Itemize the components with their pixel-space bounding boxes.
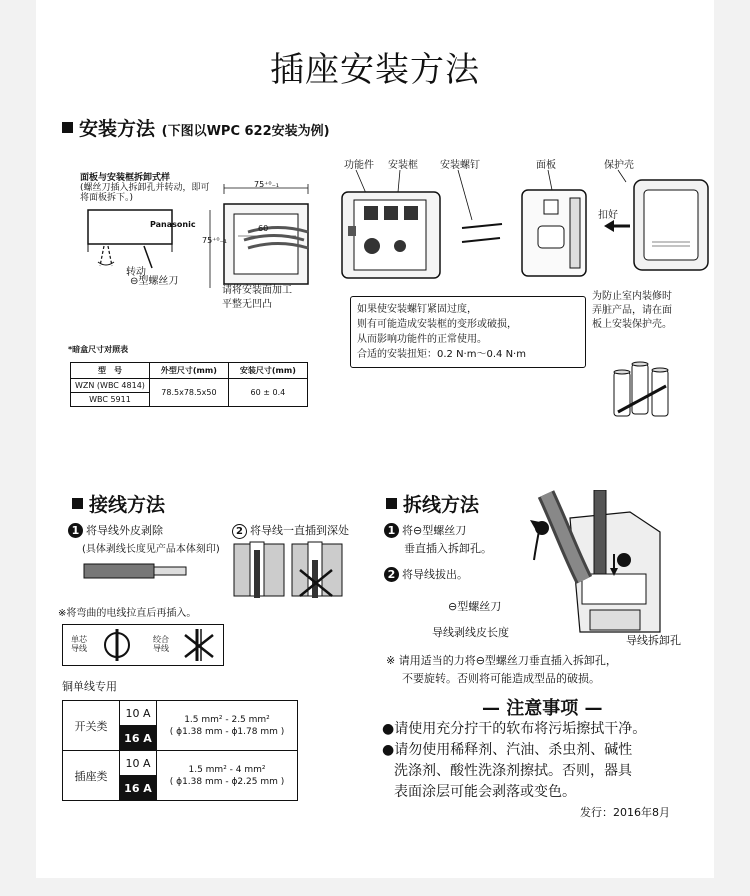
bullet-icon: ● [382,742,395,758]
removal-step1-text: 将⊖型螺丝刀 [402,524,467,537]
strip-length-label: 导线剥线皮长度 [432,626,509,639]
install-subheading: (下图以WPC 622安装为例) [161,124,330,139]
removal-illustration [510,490,676,642]
single-core-label-line: 单芯 [71,635,87,644]
caution-item-text: 表面涂层可能会剥落或变色。 [394,784,576,800]
cover-label: 保护壳 [604,160,634,171]
table-cell-type: 插座类 [63,751,120,801]
single-core-label-line: 导线 [71,644,87,653]
driver-label: ⊖型螺丝刀 [448,600,502,613]
removal-heading [386,490,479,517]
step-number: 2 [232,524,247,539]
torque-warning-line: 从而影响功能件的正常使用。 [357,334,487,345]
step-number: 1 [384,523,399,538]
brand-logo: Panasonic [150,220,196,229]
square-bullet-icon [62,122,73,133]
wiring-step2 [232,522,349,539]
removal-step1 [384,522,492,558]
wire-spec-table [62,700,298,801]
torque-warning-line: 如果使安装螺钉紧固过度， [357,304,477,315]
release-hole-label: 导线拆卸孔 [626,634,681,647]
removal-note [386,652,617,688]
stranded-ng-icon [181,629,217,661]
single-core-ok-icon [99,629,135,661]
removal-note-line: ※ 请用适当的力将⊖型螺丝刀垂直插入拆卸孔， [386,654,617,667]
caution-item-text: 请勿使用稀释剂、汽油、杀虫剂、碱性 [394,742,633,758]
removal-heading-text: 拆线方法 [403,494,480,516]
table-cell-type: 开关类 [63,701,120,751]
step-number: 2 [384,567,399,582]
copper-title: 铜单线专用 [62,680,117,693]
box-surface-note-line: 平整无凹凸 [222,299,272,310]
table-cell-outer: 78.5x78.5x50 [149,379,228,407]
wiring-step1 [68,522,163,538]
removal-step1-text: 垂直插入拆卸孔。 [404,542,492,555]
spec-line: 1.5 mm² - 2.5 mm² [184,714,270,725]
caution-item-text: 请使用充分拧干的软布将污垢擦拭干净。 [394,721,647,737]
table-header: 安装尺寸(mm) [228,363,307,379]
table-header: 外型尺寸(mm) [149,363,228,379]
table-cell-mount: 60 ± 0.4 [228,379,307,407]
table-cell-spec [157,751,298,801]
caution-heading: — 注意事项 — [482,698,603,719]
caution-item-text: 洗涤剂、酸性洗涤剂擦拭。否则，器具 [394,763,632,779]
snap-label: 扣好 [598,210,618,221]
install-heading [62,114,330,141]
box-size-table [70,362,308,407]
dim-top-label: 75⁺⁰₋₁ [254,180,280,189]
box-surface-note-line: 请将安装面加工 [222,285,292,296]
bent-wire-note: ※将弯曲的电线拉直后再插入。 [58,608,197,619]
screwdriver-label: ⊖型螺丝刀 [130,276,179,287]
square-bullet-icon [72,498,83,509]
panel-removal-note-line: 将面板拆下。) [80,193,134,203]
panel-removal-note-line: (螺丝刀插入拆卸孔并转动，即可 [80,183,210,193]
table-header: 型 号 [71,363,150,379]
table-cell-model: WBC 5911 [71,393,150,407]
dim-60-label: 60 [258,224,269,233]
wire-type-box [62,624,224,666]
removal-note-line: 不要旋转。否则将可能造成型品的破损。 [402,672,600,685]
wiring-step1-sub: (具体剥线长度见产品本体刻印) [82,544,220,555]
cover-note-line: 弄脏产品，请在面 [592,305,672,316]
single-core-label [71,635,87,653]
page-title: 插座安装方法 [270,50,480,90]
table-cell-spec [157,701,298,751]
spec-line: 1.5 mm² - 4 mm² [188,764,266,775]
cover-note [592,290,672,332]
wiring-step1-text: 将导线外皮剥除 [86,524,163,537]
install-heading-text: 安装方法 [79,118,156,140]
table-cell-amp: 16 A [120,776,157,801]
wiring-heading-text: 接线方法 [89,494,166,516]
wiring-step2-text: 将导线一直插到深处 [250,524,349,537]
function-part-label: 功能件 [344,160,374,171]
panel-label: 面板 [536,160,556,171]
manual-sheet [36,0,714,878]
box-surface-note [222,284,292,312]
wiring-heading [72,490,165,517]
bullet-icon: ● [382,721,395,737]
turn-label: 转动 [126,267,146,278]
table-cell-amp: 10 A [120,701,157,726]
step-number: 1 [68,523,83,538]
spec-line: ( ϕ1.38 mm - ϕ1.78 mm ) [169,726,285,737]
cover-note-line: 板上安装保护壳。 [592,319,672,330]
torque-spec-line: 合适的安装扭矩：0.2 N·m～0.4 N·m [357,349,526,360]
cover-note-line: 为防止室内装修时 [592,291,672,302]
stripped-wire-illustration [80,558,190,586]
stranded-label [153,635,169,653]
issue-date: 发行：2016年8月 [580,806,670,819]
size-table-caption: *暗盒尺寸对照表 [68,345,129,354]
panel-removal-note [80,173,210,203]
spec-line: ( ϕ1.38 mm - ϕ2.25 mm ) [169,776,285,787]
install-mechanism-illustration [312,168,712,288]
table-cell-amp: 10 A [120,751,157,776]
screw-label: 安装螺钉 [440,160,480,171]
frame-label: 安装框 [388,160,418,171]
dim-side-label: 75⁺⁰₋₁ [202,236,228,245]
table-cell-model: WZN (WBC 4814) [71,379,150,393]
table-cell-amp: 16 A [120,726,157,751]
torque-warning-box [350,296,586,368]
square-bullet-icon [386,498,397,509]
removal-step2-text: 将导线拔出。 [402,568,468,581]
panel-removal-note-line: 面板与安装框拆卸式样 [80,173,171,183]
caution-item [382,719,646,740]
battery-illustration [610,352,674,422]
insert-wire-illustration [232,540,352,602]
caution-item [382,740,632,803]
torque-warning-line: 则有可能造成安装框的变形或破损， [357,319,517,330]
removal-step2 [384,566,468,582]
stranded-label-line: 导线 [153,644,169,653]
stranded-label-line: 绞合 [153,635,169,644]
